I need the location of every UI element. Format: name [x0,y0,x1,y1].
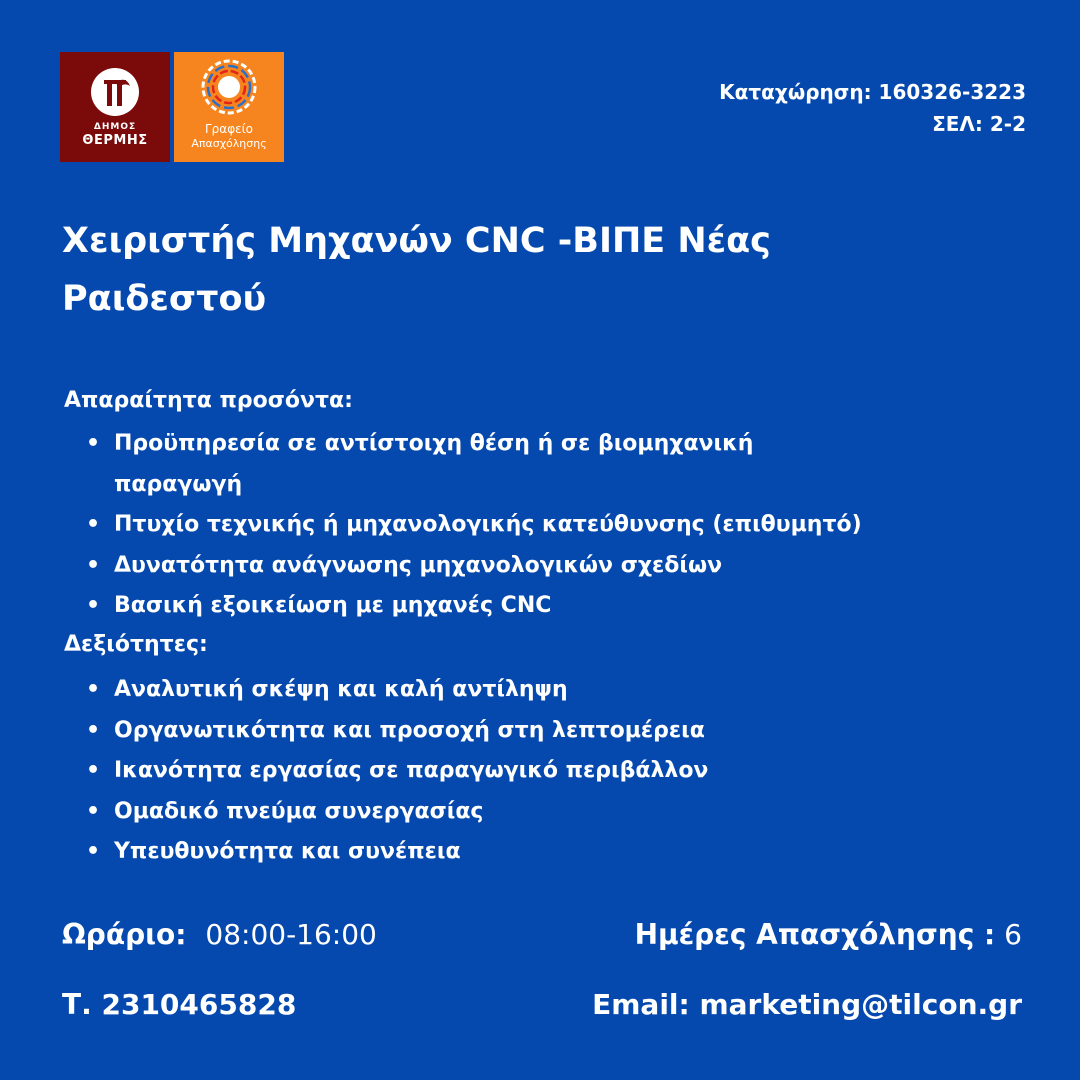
grafeio-label-line1: Γραφείο [204,122,254,136]
list-item: • Δυνατότητα ανάγνωσης μηχανολογικών σχεδίων [86,546,1046,587]
bullet-icon: • [86,593,101,618]
skills-heading: Δεξιότητες: [64,632,208,657]
list-item: • Βασική εξοικείωση με μηχανές CNC [86,586,1046,627]
schedule [62,918,377,951]
list-item: • Ομαδικό πνεύμα συνεργασίας [86,792,1046,833]
list-item: • Προϋπηρεσία σε αντίστοιχη θέση ή σε βιομηχανική παραγωγή [86,424,874,505]
dimos-label-small: ΔΗΜΟΣ [93,122,137,132]
work-days [635,918,1022,951]
dimos-label-big: ΘΕΡΜΗΣ [82,133,148,148]
bullet-icon: • [86,431,101,456]
list-item: • Υπευθυνότητα και συνέπεια [86,832,1046,873]
bullet-icon: • [86,839,101,864]
schedule-value: 08:00-16:00 [205,918,377,951]
bullet-icon: • [86,512,101,537]
registration-number: Καταχώρηση: 160326-3223 [719,80,1026,104]
work-days-label: Ημέρες Απασχόλησης : [634,918,996,951]
list-item: • Ικανότητα εργασίας σε παραγωγικό περιβάλλον [86,751,1046,792]
list-item: • Αναλυτική σκέψη και καλή αντίληψη [86,670,1046,711]
bullet-icon: • [86,677,101,702]
schedule-label: Ωράριο: [62,918,187,951]
grafeio-apasxolisis-logo [174,52,284,162]
list-item: • Οργανωτικότητα και προσοχή στη λεπτομέρεια [86,711,1046,752]
page-indicator: ΣΕΛ: 2-2 [932,112,1026,136]
bullet-icon: • [86,717,101,743]
dimos-thermis-logo [60,52,170,162]
grafeio-label-line2: Απασχόλησης [191,137,267,150]
skills-list [86,670,1046,873]
bullet-icon: • [86,552,101,578]
registration-block [719,76,1026,140]
job-title: Χειριστής Μηχανών CNC -ΒΙΠΕ Νέας Ραιδεστού [62,221,771,319]
requirements-list [86,424,1046,627]
requirements-heading: Απαραίτητα προσόντα: [64,388,353,413]
phone-number: Τ. 2310465828 [62,988,297,1021]
email-address: Email: marketing@tilcon.gr [592,988,1022,1021]
list-item: • Πτυχίο τεχνικής ή μηχανολογικής κατεύθυνσης (επιθυμητό) [86,505,1046,546]
work-days-value: 6 [1004,918,1022,951]
bullet-icon: • [86,798,101,824]
bullet-icon: • [86,758,101,783]
